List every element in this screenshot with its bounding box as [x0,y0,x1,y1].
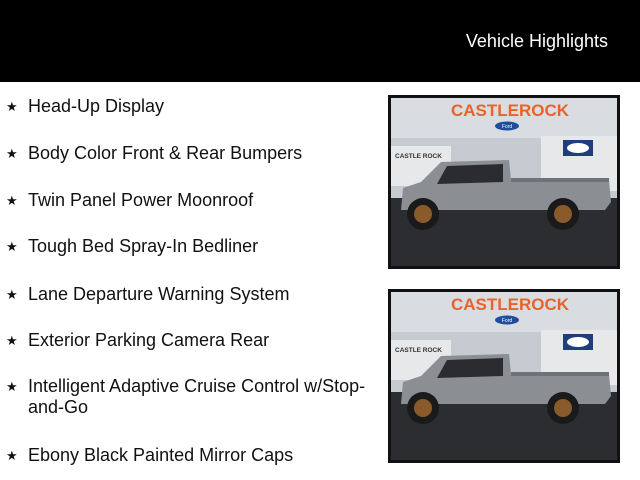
vehicle-photo[interactable] [388,95,620,269]
dealer-logo: CASTLEROCK [451,295,570,314]
building-sign: CASTLE ROCK [395,347,442,354]
feature-label: Body Color Front & Rear Bumpers [28,143,303,163]
oval-badge-text: Ford [501,318,513,324]
star-icon: ★ [6,448,18,463]
star-icon: ★ [6,99,18,114]
oval-badge-text: Ford [501,124,513,130]
star-icon: ★ [6,146,18,161]
feature-label: Ebony Black Painted Mirror Caps [28,445,294,465]
feature-label: Lane Departure Warning System [28,284,290,304]
star-icon: ★ [6,239,18,254]
star-icon: ★ [6,379,18,394]
feature-label: Head-Up Display [28,96,165,116]
star-icon: ★ [6,287,18,302]
feature-label: Twin Panel Power Moonroof [28,190,254,210]
truck-photo-graphic [391,98,617,266]
star-icon: ★ [6,333,18,348]
star-icon: ★ [6,193,18,208]
page-title: Vehicle Highlights [465,31,608,51]
feature-label: Intelligent Adaptive Cruise Control w/Stop-and-Go [28,376,366,417]
building-sign: CASTLE ROCK [395,153,442,160]
dealer-logo: CASTLEROCK [451,101,570,120]
feature-label: Tough Bed Spray-In Bedliner [28,236,259,256]
vehicle-photo[interactable] [388,289,620,463]
truck-photo-graphic [391,292,617,460]
feature-label: Exterior Parking Camera Rear [28,330,270,350]
